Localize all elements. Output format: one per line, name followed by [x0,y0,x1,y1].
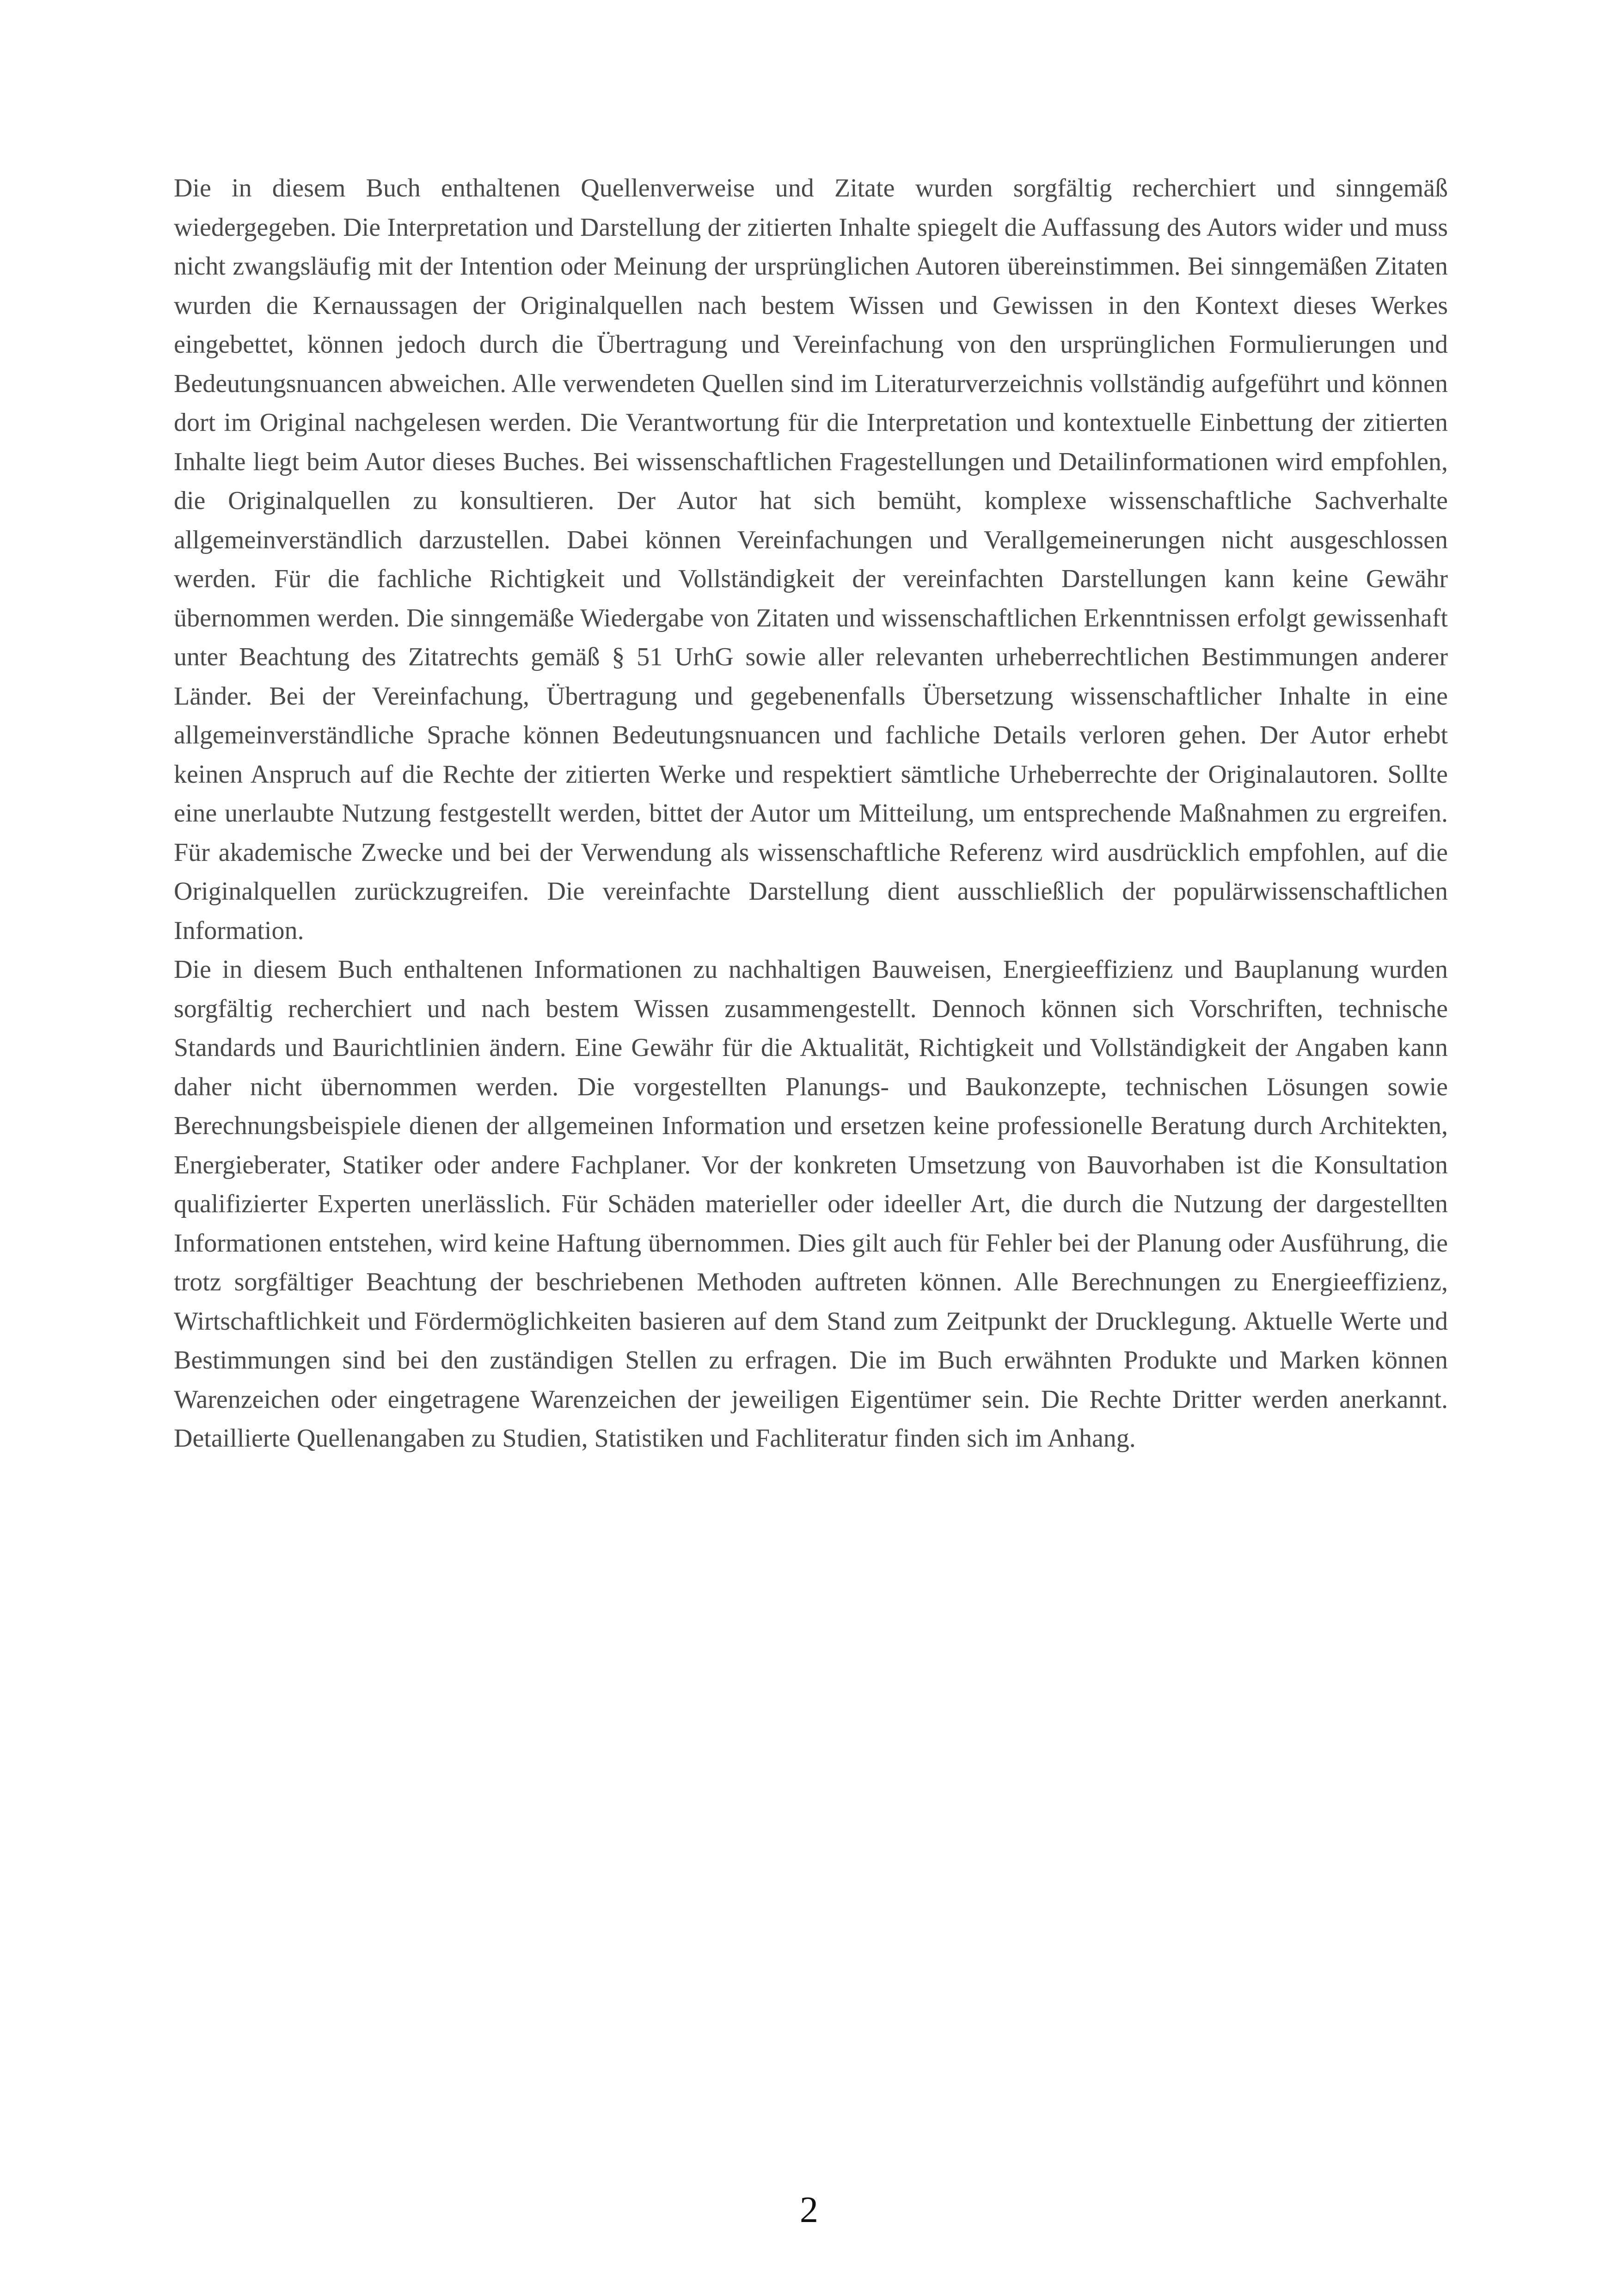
paragraph-sources-disclaimer: Die in diesem Buch enthaltenen Quellenverweise und Zitate wurden sorgfältig recherchiert und sinngemäß wiedergegeben. Die Interpretation und Darstellung der zitierten Inhalte spiegelt die Auffassung des Autors wider und muss nicht zwangsläufig mit der Intention oder Meinung der ursprünglichen Autoren übereinstimmen. Bei sinngemäßen Zitaten wurden die Kernaussagen der Originalquellen nach bestem Wissen und Gewissen in den Kontext dieses Werkes eingebettet, können jedoch durch die Übertragung und Vereinfachung von den ursprünglichen Formulierungen und Bedeutungsnuancen abweichen. Alle verwendeten Quellen sind im Literaturverzeichnis vollständig aufgeführt und können dort im Original nachgelesen werden. Die Verantwortung für die Interpretation und kontextuelle Einbettung der zitierten Inhalte liegt beim Autor dieses Buches. Bei wissenschaftlichen Fragestellungen und Detailinformationen wird empfohlen, die Originalquellen zu konsultieren. Der Autor hat sich bemüht, komplexe wissenschaftliche Sachverhalte allgemeinverständlich darzustellen. Dabei können Vereinfachungen und Verallgemeinerungen nicht ausgeschlossen werden. Für die fachliche Richtigkeit und Vollständigkeit der vereinfachten Darstellungen kann keine Gewähr übernommen werden. Die sinngemäße Wiedergabe von Zitaten und wissenschaftlichen Erkenntnissen erfolgt gewissenhaft unter Beachtung des Zitatrechts gemäß § 51 UrhG sowie aller relevanten urheberrechtlichen Bestimmungen anderer Länder. Bei der Vereinfachung, Übertragung und gegebenenfalls Übersetzung wissenschaftlicher Inhalte in eine allgemeinverständliche Sprache können Bedeutungsnuancen und fachliche Details verloren gehen. Der Autor erhebt keinen Anspruch auf die Rechte der zitierten Werke und respektiert sämtliche Urheberrechte der Originalautoren. Sollte eine unerlaubte Nutzung festgestellt werden, bittet der Autor um Mitteilung, um entsprechende Maßnahmen zu ergreifen. Für akademische Zwecke und bei der Verwendung als wissenschaftliche Referenz wird ausdrücklich empfohlen, auf die Originalquellen zurückzugreifen. Die vereinfachte Darstellung dient ausschließlich der populärwissenschaftlichen Information. [174,174,1448,945]
paragraph-liability-disclaimer: Die in diesem Buch enthaltenen Informationen zu nachhaltigen Bauweisen, Energieeffizienz und Bauplanung wurden sorgfältig recherchiert und nach bestem Wissen zusammengestellt. Dennoch können sich Vorschriften, technische Standards und Baurichtlinien ändern. Eine Gewähr für die Aktualität, Richtigkeit und Vollständigkeit der Angaben kann daher nicht übernommen werden. Die vorgestellten Planungs- und Baukonzepte, technischen Lösungen sowie Berechnungsbeispiele dienen der allgemeinen Information und ersetzen keine professionelle Beratung durch Architekten, Energieberater, Statiker oder andere Fachplaner. Vor der konkreten Umsetzung von Bauvorhaben ist die Konsultation qualifizierter Experten unerlässlich. Für Schäden materieller oder ideeller Art, die durch die Nutzung der dargestellten Informationen entstehen, wird keine Haftung übernommen. Dies gilt auch für Fehler bei der Planung oder Ausführung, die trotz sorgfältiger Beachtung der beschriebenen Methoden auftreten können. Alle Berechnungen zu Energieeffizienz, Wirtschaftlichkeit und Fördermöglichkeiten basieren auf dem Stand zum Zeitpunkt der Drucklegung. Aktuelle Werte und Bestimmungen sind bei den zuständigen Stellen zu erfragen. Die im Buch erwähnten Produkte und Marken können Warenzeichen oder eingetragene Warenzeichen der jeweiligen Eigentümer sein. Die Rechte Dritter werden anerkannt. Detaillierte Quellenangaben zu Studien, Statistiken und Fachliteratur finden sich im Anhang. [174,955,1448,1453]
body-text [174,169,1448,1458]
page-number: 2 [800,2190,818,2230]
